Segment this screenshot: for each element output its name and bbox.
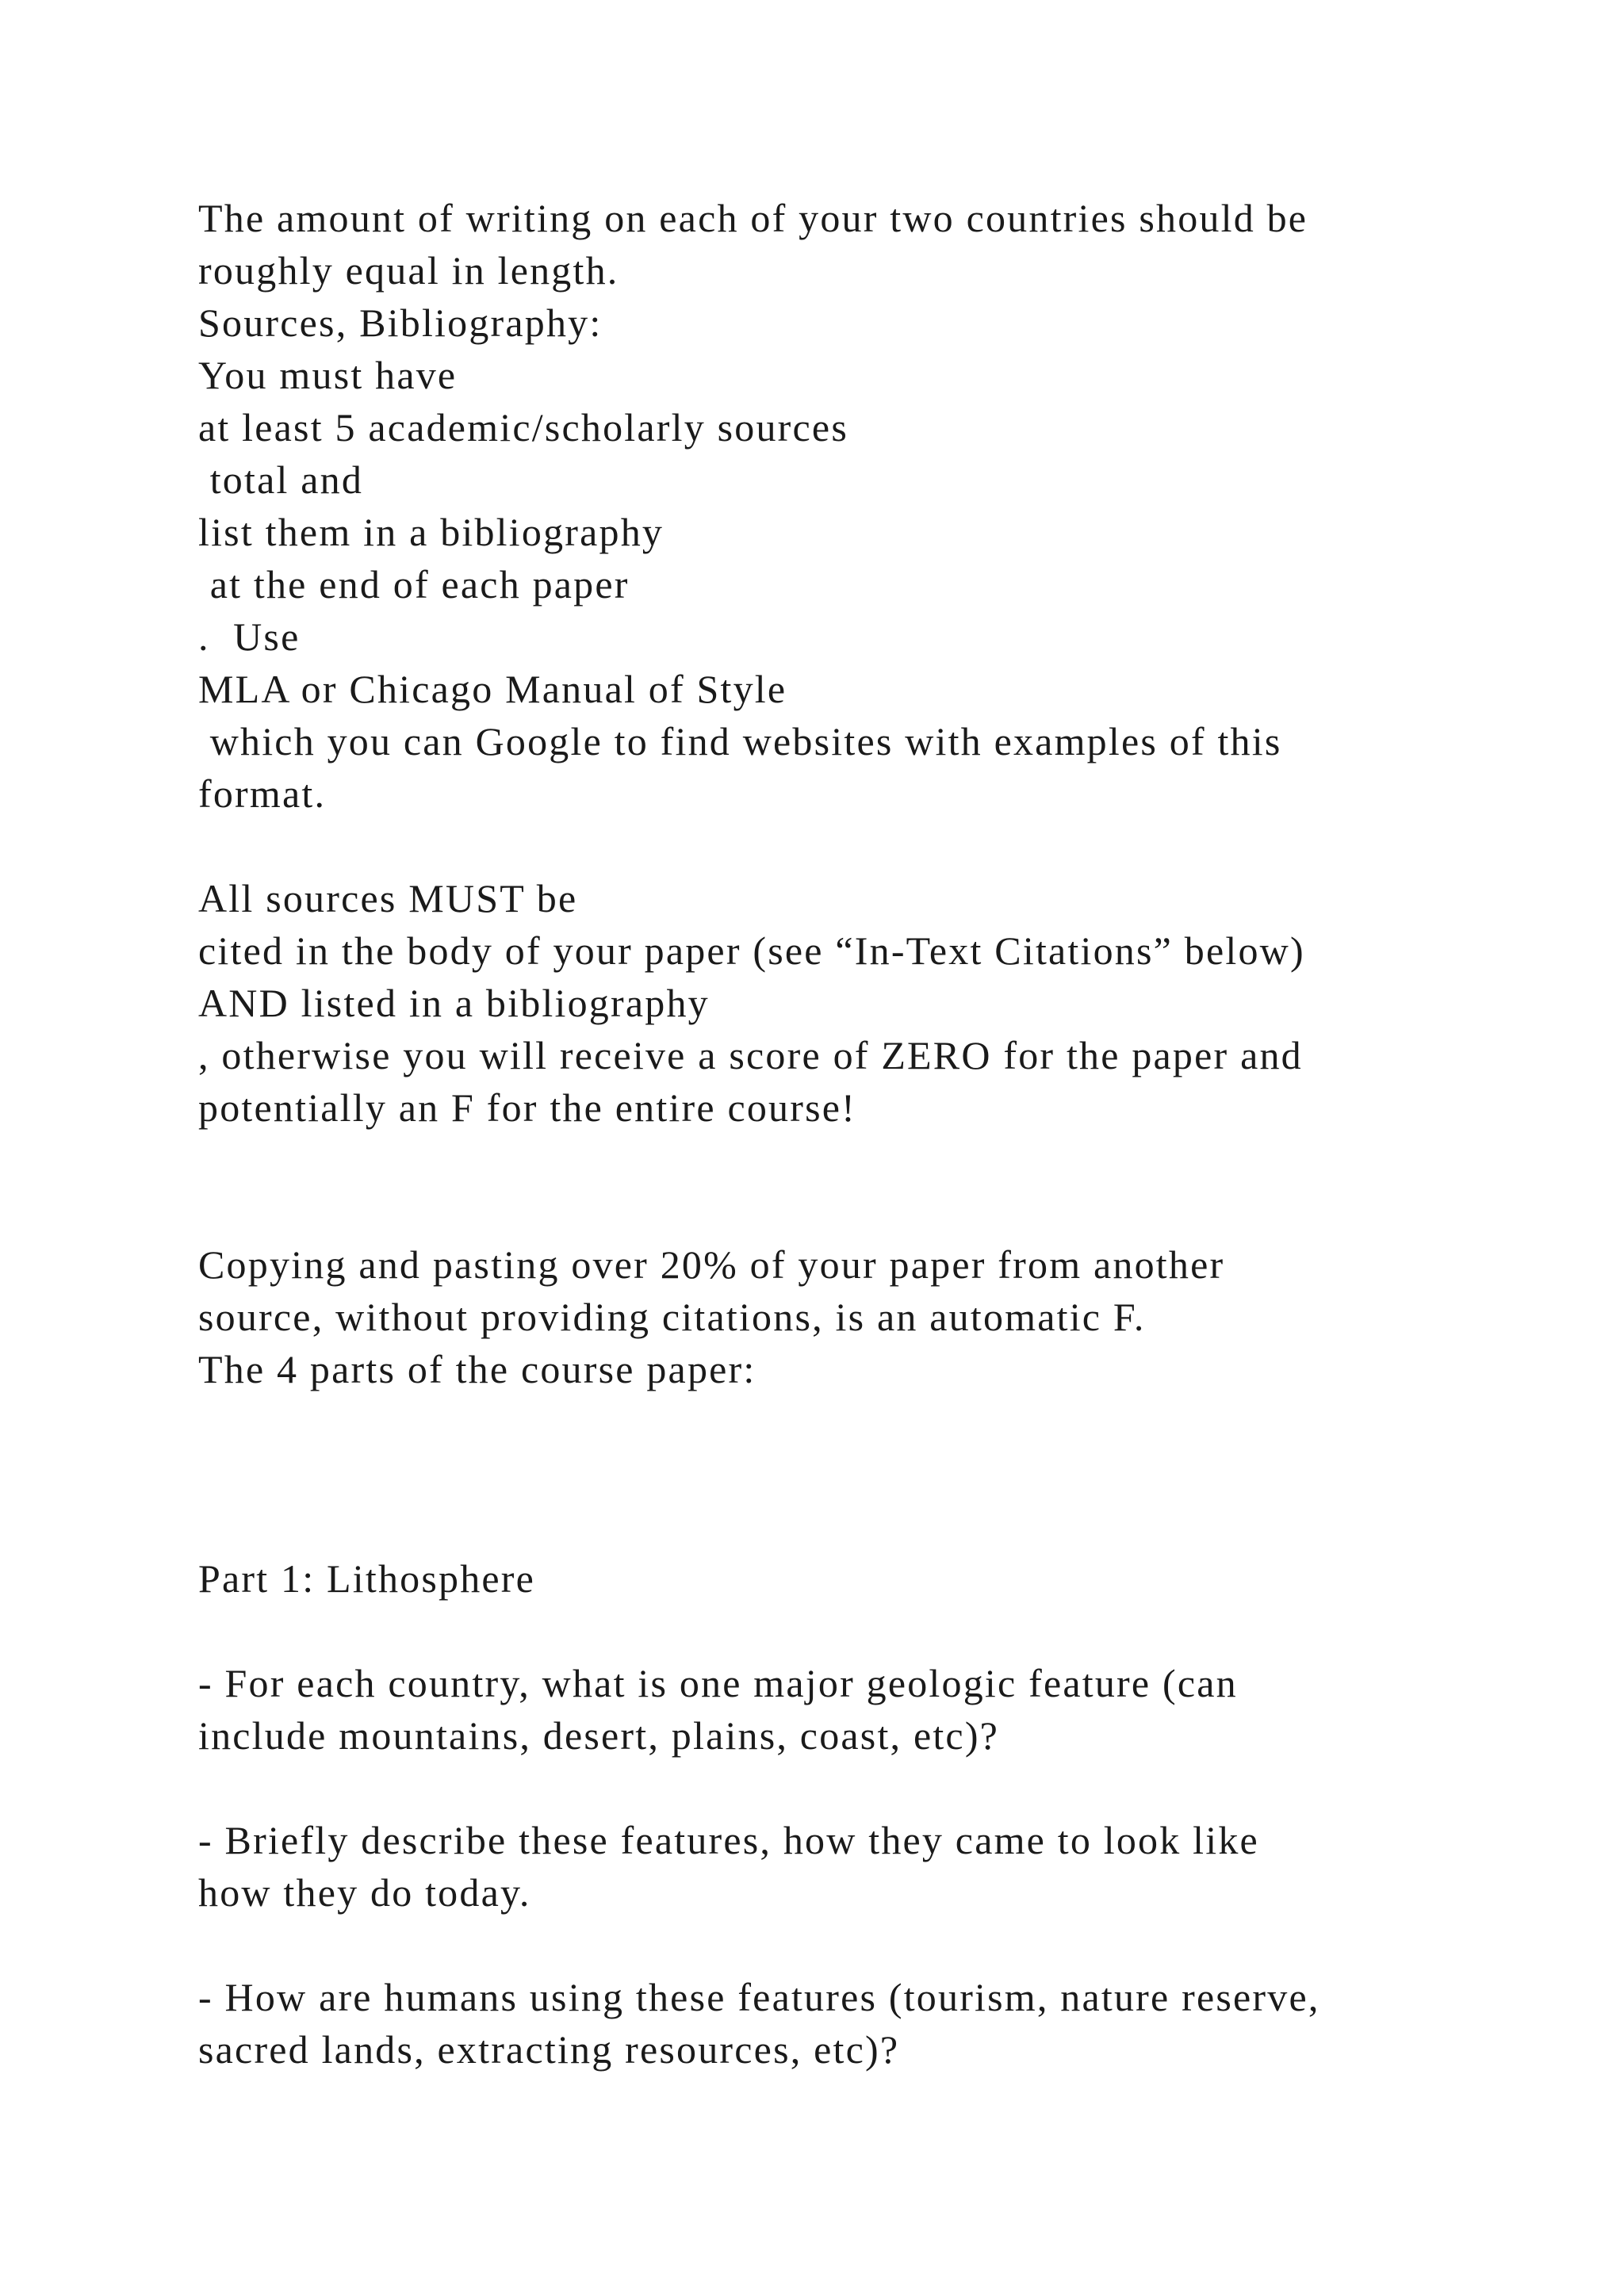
section-heading: Part 1: Lithosphere [198, 1556, 536, 1601]
text-line: source, without providing citations, is an automatic F. [198, 1295, 1146, 1339]
text-line: You must have [198, 353, 458, 397]
text-line: at least 5 academic/scholarly sources [198, 405, 848, 450]
text-line: format. [198, 771, 327, 816]
text-line: Sources, Bibliography: [198, 300, 603, 345]
text-line: Copying and pasting over 20% of your paper from another [198, 1242, 1225, 1287]
text-line: which you can Google to find websites with examples of this [198, 719, 1282, 763]
text-line: The amount of writing on each of your two countries should be [198, 196, 1308, 240]
text-line: how they do today. [198, 1870, 531, 1915]
text-line: at the end of each paper [198, 562, 630, 607]
text-line: , otherwise you will receive a score of ZERO for the paper and [198, 1033, 1303, 1077]
text-line: sacred lands, extracting resources, etc)? [198, 2027, 900, 2072]
text-line: roughly equal in length. [198, 248, 619, 293]
text-line: potentially an F for the entire course! [198, 1085, 856, 1130]
text-line: include mountains, desert, plains, coast, etc)? [198, 1713, 1000, 1758]
text-line: - How are humans using these features (tourism, nature reserve, [198, 1975, 1320, 2019]
text-line: - Briefly describe these features, how they came to look like [198, 1818, 1259, 1862]
text-line: MLA or Chicago Manual of Style [198, 667, 787, 711]
text-line: list them in a bibliography [198, 510, 665, 554]
text-line: total and [198, 457, 364, 502]
text-line: All sources MUST be [198, 876, 578, 920]
text-line: - For each country, what is one major geologic feature (can [198, 1661, 1238, 1705]
text-line: . Use [198, 614, 301, 659]
text-line: AND listed in a bibliography [198, 981, 710, 1025]
text-line: The 4 parts of the course paper: [198, 1347, 756, 1391]
text-line: cited in the body of your paper (see “In-Text Citations” below) [198, 928, 1305, 973]
